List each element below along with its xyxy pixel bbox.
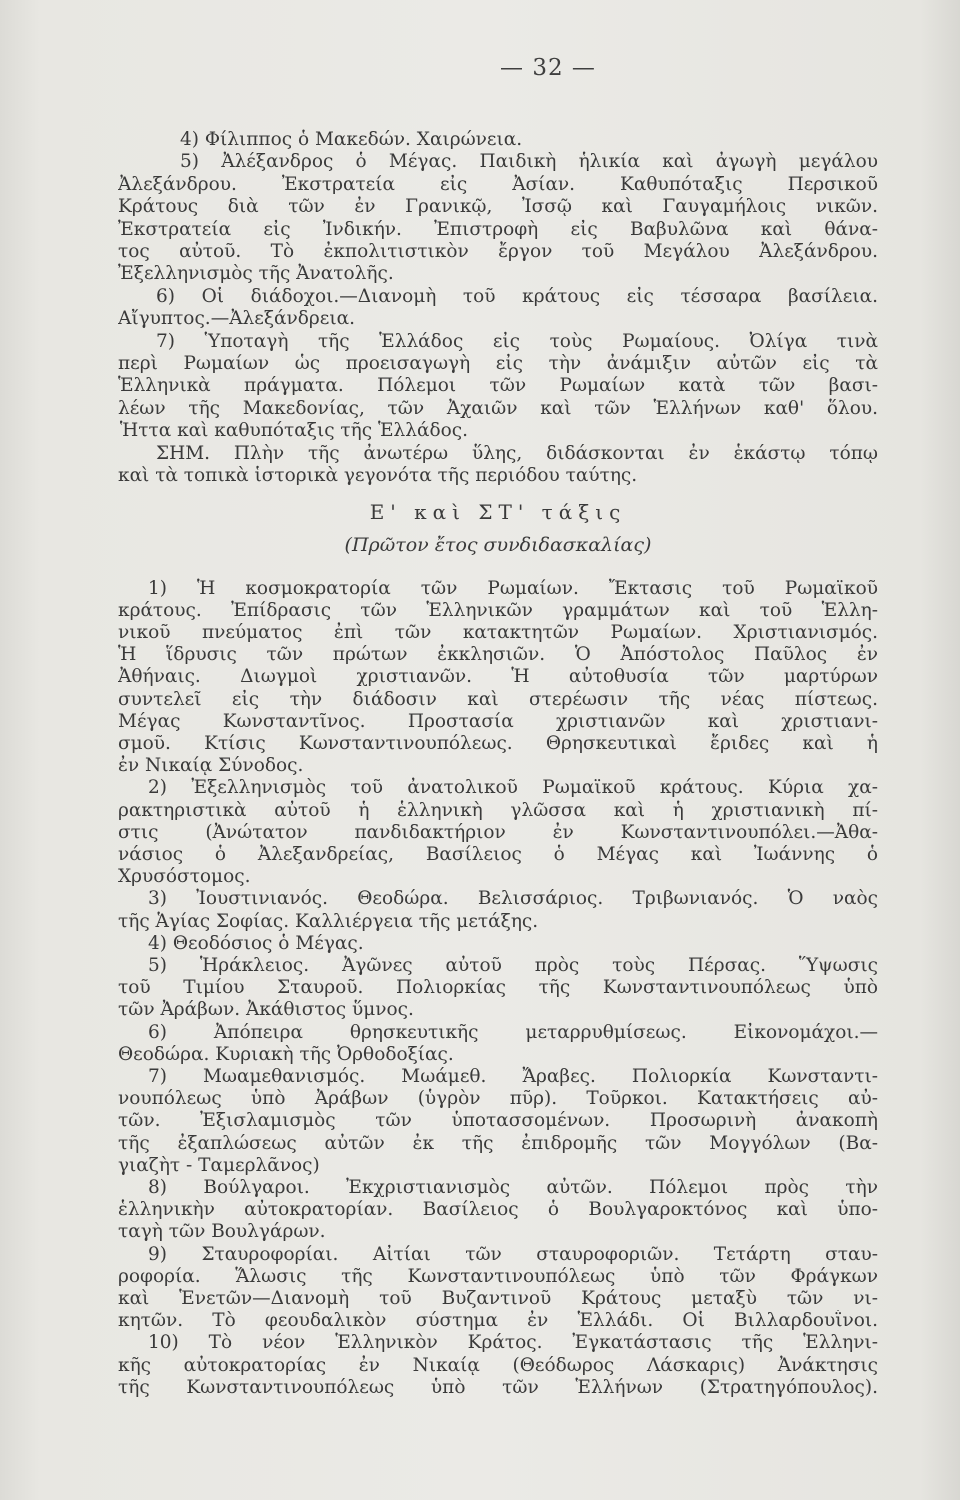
text-line: τος αὐτοῦ. Τὸ ἐκπολιτιστικὸν ἔργον τοῦ Μεγάλου Ἀλεξάνδρου. bbox=[118, 241, 878, 263]
text-line: Μέγας Κωνσταντῖνος. Προστασία χριστιανῶν καὶ χριστιανι- bbox=[118, 710, 878, 732]
text-line: τοῦ Τιμίου Σταυροῦ. Πολιορκίας τῆς Κωνσταντινουπόλεως ὑπὸ bbox=[118, 977, 878, 999]
text-line: περὶ Ρωμαίων ὡς προεισαγωγὴ εἰς τὴν ἀνάμιξιν αὐτῶν εἰς τὰ bbox=[118, 353, 878, 375]
text-line: 2) Ἐξελληνισμὸς τοῦ ἀνατολικοῦ Ρωμαϊκοῦ κράτους. Κύρια χα- bbox=[148, 777, 878, 799]
text-line: 4) Θεοδόσιος ὁ Μέγας. bbox=[148, 932, 364, 954]
text-line: 1) Ἡ κοσμοκρατορία τῶν Ρωμαίων. Ἔκτασις τοῦ Ρωμαϊκοῦ bbox=[148, 577, 878, 599]
text-line: ἐν Νικαίᾳ Σύνοδος. bbox=[118, 755, 304, 777]
text-line: Χρυσόστομος. bbox=[118, 866, 251, 888]
text-line: Ἐξελληνισμὸς τῆς Ἀνατολῆς. bbox=[118, 263, 394, 285]
text-line: Κράτους διὰ τῶν ἐν Γρανικῷ, Ἰσσῷ καὶ Γαυγαμήλοις νικῶν. bbox=[118, 196, 878, 218]
text-line: ταγὴ τῶν Βουλγάρων. bbox=[118, 1221, 326, 1243]
text-line: τῆς Ἁγίας Σοφίας. Καλλιέργεια τῆς μετάξης. bbox=[118, 910, 539, 932]
text-line: ροφορία. Ἅλωσις τῆς Κωνσταντινουπόλεως ὑπὸ τῶν Φράγκων bbox=[118, 1265, 878, 1287]
text-line: 4) Φίλιππος ὁ Μακεδών. Χαιρώνεια. bbox=[180, 129, 523, 150]
text-line: τῆς Κωνσταντινουπόλεως ὑπὸ τῶν Ἑλλήνων (Στρατηγόπουλος). bbox=[118, 1376, 878, 1398]
text-line: Θεοδώρα. Κυριακὴ τῆς Ὀρθοδοξίας. bbox=[118, 1043, 454, 1065]
text-line: καὶ τὰ τοπικὰ ἱστορικὰ γεγονότα τῆς περιόδου ταύτης. bbox=[118, 465, 638, 487]
text-line: 5) Ἀλέξανδρος ὁ Μέγας. Παιδικὴ ἡλικία καὶ ἀγωγὴ μεγάλου bbox=[180, 151, 878, 173]
text-line: καὶ Ἑνετῶν—Διανομὴ τοῦ Βυζαντινοῦ Κράτους μεταξὺ τῶν νι- bbox=[118, 1288, 878, 1309]
text-line: ΣΗΜ. Πλὴν τῆς ἀνωτέρω ὕλης, διδάσκονται ἐν ἑκάστῳ τόπῳ bbox=[156, 442, 878, 464]
page-content bbox=[118, 55, 878, 1399]
section-heading: Ε' καὶ ΣΤ' τάξις bbox=[369, 499, 627, 524]
text-line: λέων τῆς Μακεδονίας, τῶν Ἀχαιῶν καὶ τῶν Ἑλλήνων καθ' ὅλου. bbox=[118, 397, 878, 419]
text-line: 6) Οἱ διάδοχοι.—Διανομὴ τοῦ κράτους εἰς τέσσαρα βασίλεια. bbox=[156, 285, 878, 307]
text-line: 3) Ἰουστινιανός. Θεοδώρα. Βελισσάριος. Τριβωνιανός. Ὁ ναὸς bbox=[148, 888, 878, 910]
text-line: νουπόλεως ὑπὸ Ἀράβων (ὑγρὸν πῦρ). Τοῦρκοι. Κατακτήσεις αὐ- bbox=[118, 1088, 878, 1110]
text-line: νάσιος ὁ Ἀλεξανδρείας, Βασίλειος ὁ Μέγας καὶ Ἰωάννης ὁ bbox=[118, 843, 878, 865]
text-line: Ἐκστρατεία εἰς Ἰνδικήν. Ἐπιστροφὴ εἰς Βαβυλῶνα καὶ θάνα- bbox=[118, 218, 878, 240]
text-line: ρακτηριστικὰ αὐτοῦ ἡ ἑλληνικὴ γλῶσσα καὶ ἡ χριστιανικὴ πί- bbox=[118, 799, 878, 821]
text-line: 6) Ἀπόπειρα θρησκευτικῆς μεταρρυθμίσεως. Εἰκονομάχοι.— bbox=[148, 1021, 878, 1043]
text-line: Ἀλεξάνδρου. Ἐκστρατεία εἰς Ἀσίαν. Καθυπόταξις Περσικοῦ bbox=[118, 173, 878, 195]
text-line: στις (Ἀνώτατον πανδιδακτήριον ἐν Κωνσταντινουπόλει.—Ἀθα- bbox=[118, 821, 878, 843]
text-line: Ἑλληνικὰ πράγματα. Πόλεμοι τῶν Ρωμαίων κατὰ τῶν βασι- bbox=[118, 375, 878, 397]
text-line: Ἀθήναις. Διωγμοὶ χριστιανῶν. Ἡ αὐτοθυσία τῶν μαρτύρων bbox=[118, 666, 878, 688]
section-grade-d bbox=[118, 129, 878, 488]
text-line: 8) Βούλγαροι. Ἐκχριστιανισμὸς αὐτῶν. Πόλεμοι πρὸς τὴν bbox=[148, 1176, 878, 1198]
section-subheading: (Πρῶτον ἔτος συνδιδασκαλίας) bbox=[344, 533, 652, 556]
text-line: κράτους. Ἐπίδρασις τῶν Ἑλληνικῶν γραμμάτων καὶ τοῦ Ἑλλη- bbox=[118, 599, 878, 621]
section-grade-e-f bbox=[118, 578, 878, 1400]
text-line: Ἡ ἵδρυσις τῶν πρώτων ἐκκλησιῶν. Ὁ Ἀπόστολος Παῦλος ἐν bbox=[118, 644, 878, 666]
text-line: 7) Ὑποταγὴ τῆς Ἑλλάδος εἰς τοὺς Ρωμαίους. Ὀλίγα τινὰ bbox=[156, 330, 878, 352]
text-line: νικοῦ πνεύματος ἐπὶ τῶν κατακτητῶν Ρωμαίων. Χριστιανισμός. bbox=[118, 621, 878, 643]
text-line: κῆς αὐτοκρατορίας ἐν Νικαίᾳ (Θεόδωρος Λάσκαρις) Ἀνάκτησις bbox=[118, 1354, 878, 1376]
text-line: 9) Σταυροφορίαι. Αἰτίαι τῶν σταυροφοριῶν. Τετάρτη σταυ- bbox=[148, 1243, 878, 1265]
text-line: τῶν. Ἐξισλαμισμὸς τῶν ὑποτασσομένων. Προσωρινὴ ἀνακοπὴ bbox=[118, 1110, 878, 1132]
text-line: γιαζὴτ - Ταμερλᾶνος) bbox=[118, 1154, 320, 1176]
text-line: 10) Τὸ νέον Ἑλληνικὸν Κράτος. Ἐγκατάστασις τῆς Ἑλληνι- bbox=[148, 1332, 878, 1354]
text-line: Αἴγυπτος.—Ἀλεξάνδρεια. bbox=[118, 308, 356, 330]
text-line: σμοῦ. Κτίσις Κωνσταντινουπόλεως. Θρησκευτικαὶ ἔριδες καὶ ἡ bbox=[118, 732, 878, 754]
text-line: τῆς ἐξαπλώσεως αὐτῶν ἐκ τῆς ἐπιδρομῆς τῶν Μογγόλων (Βα- bbox=[118, 1132, 878, 1154]
text-line: ἑλληνικὴν αὐτοκρατορίαν. Βασίλειος ὁ Βουλγαροκτόνος καὶ ὑπο- bbox=[118, 1199, 878, 1221]
text-line: Ἧττα καὶ καθυπόταξις τῆς Ἑλλάδος. bbox=[118, 420, 469, 442]
text-line: συντελεῖ εἰς τὴν διάδοσιν καὶ στερέωσιν τῆς νέας πίστεως. bbox=[118, 688, 878, 710]
text-line: 5) Ἡράκλειος. Ἀγῶνες αὐτοῦ πρὸς τοὺς Πέρσας. Ὕψωσις bbox=[148, 954, 878, 976]
text-line: τῶν Ἀράβων. Ἀκάθιστος ὕμνος. bbox=[118, 999, 414, 1021]
text-line: κητῶν. Τὸ φεουδαλικὸν σύστημα ἐν Ἑλλάδι. Οἱ Βιλλαρδουΐνοι. bbox=[118, 1310, 878, 1332]
page-number: — 32 — bbox=[500, 55, 596, 81]
text-line: 7) Μωαμεθανισμός. Μωάμεθ. Ἄραβες. Πολιορκία Κωνσταντι- bbox=[148, 1065, 878, 1087]
